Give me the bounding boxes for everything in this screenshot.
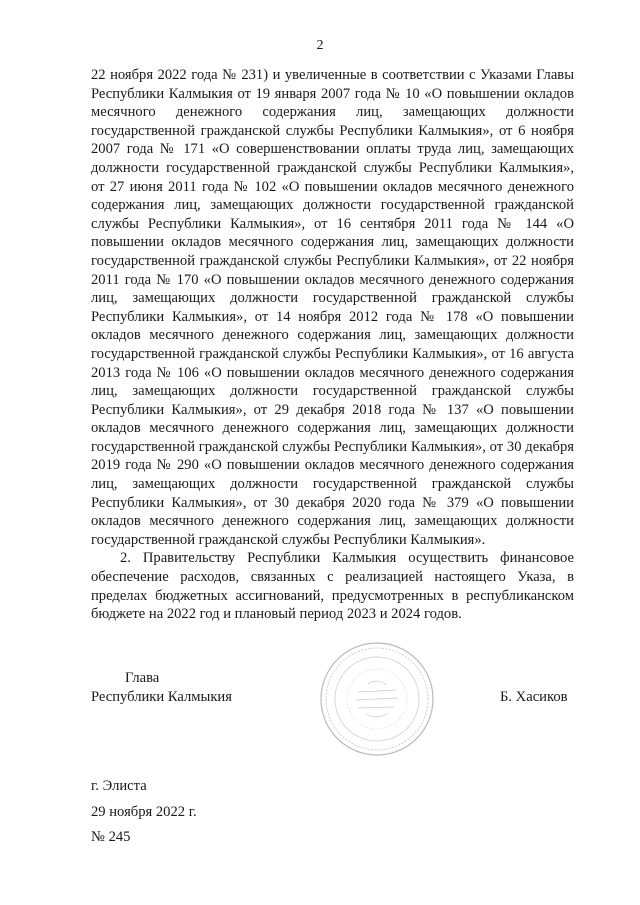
- document-date: 29 ноября 2022 г.: [91, 804, 197, 820]
- document-city: г. Элиста: [91, 778, 147, 794]
- paragraph-item-2: 2. Правительству Республики Калмыкия осуществить финансовое обеспечение расходов, связанных с реализацией настоящего Указа, в пределах бюджетных ассигнований, предусмотренных в республиканском бюджете на 2022 год и плановый период 2023 и 2024 годов.: [91, 550, 574, 623]
- signature-name: Б. Хасиков: [500, 689, 568, 705]
- page-number: 2: [316, 38, 324, 53]
- document-number: № 245: [91, 829, 131, 845]
- document-body: [91, 66, 574, 624]
- paragraph-continuation: 22 ноября 2022 года № 231) и увеличенные в соответствии с Указами Главы Республики Калмыкия от 19 января 2007 года № 10 «О повышении окладов месячного денежного содержания лиц, замещающих должности государственной гражданской службы Республики Калмыкия», от 6 ноября 2007 года № 171 «О совершенствовании оплаты труда лиц, замещающих должности государственной гражданской службы Республики Калмыкия», от 27 июня 2011 года № 102 «О повышении окладов месячного денежного содержания лиц, замещающих должности государственной гражданской службы Республики Калмыкия», от 16 сентября 2011 года № 144 «О повышении окладов месячного содержания лиц, замещающих должности государственной гражданской службы Республики Калмыкия», от 22 ноября 2011 года № 170 «О повышении окладов месячного денежного содержания лиц, замещающих должности государственной гражданской службы Республики Калмыкия», от 14 ноября 2012 года № 178 «О повышении окладов месячного денежного содержания лиц, замещающих должности государственной гражданской службы Республики Калмыкия», от 16 августа 2013 года № 106 «О повышении окладов месячного денежного содержания лиц, замещающих должности государственной гражданской службы Республики Калмыкия», от 29 декабря 2018 года № 137 «О повышении окладов месячного денежного содержания лиц, замещающих должности государственной гражданской службы Республики Калмыкия», от 30 декабря 2019 года № 290 «О повышении окладов месячного денежного содержания лиц, замещающих должности государственной гражданской службы Республики Калмыкия», от 30 декабря 2020 года № 379 «О повышении окладов месячного денежного содержания лиц, замещающих должности государственной гражданской службы Республики Калмыкия».: [91, 67, 574, 548]
- signature-role-republic: Республики Калмыкия: [91, 689, 232, 705]
- official-seal-icon: [318, 640, 436, 758]
- signature-role-title: Глава: [125, 670, 160, 686]
